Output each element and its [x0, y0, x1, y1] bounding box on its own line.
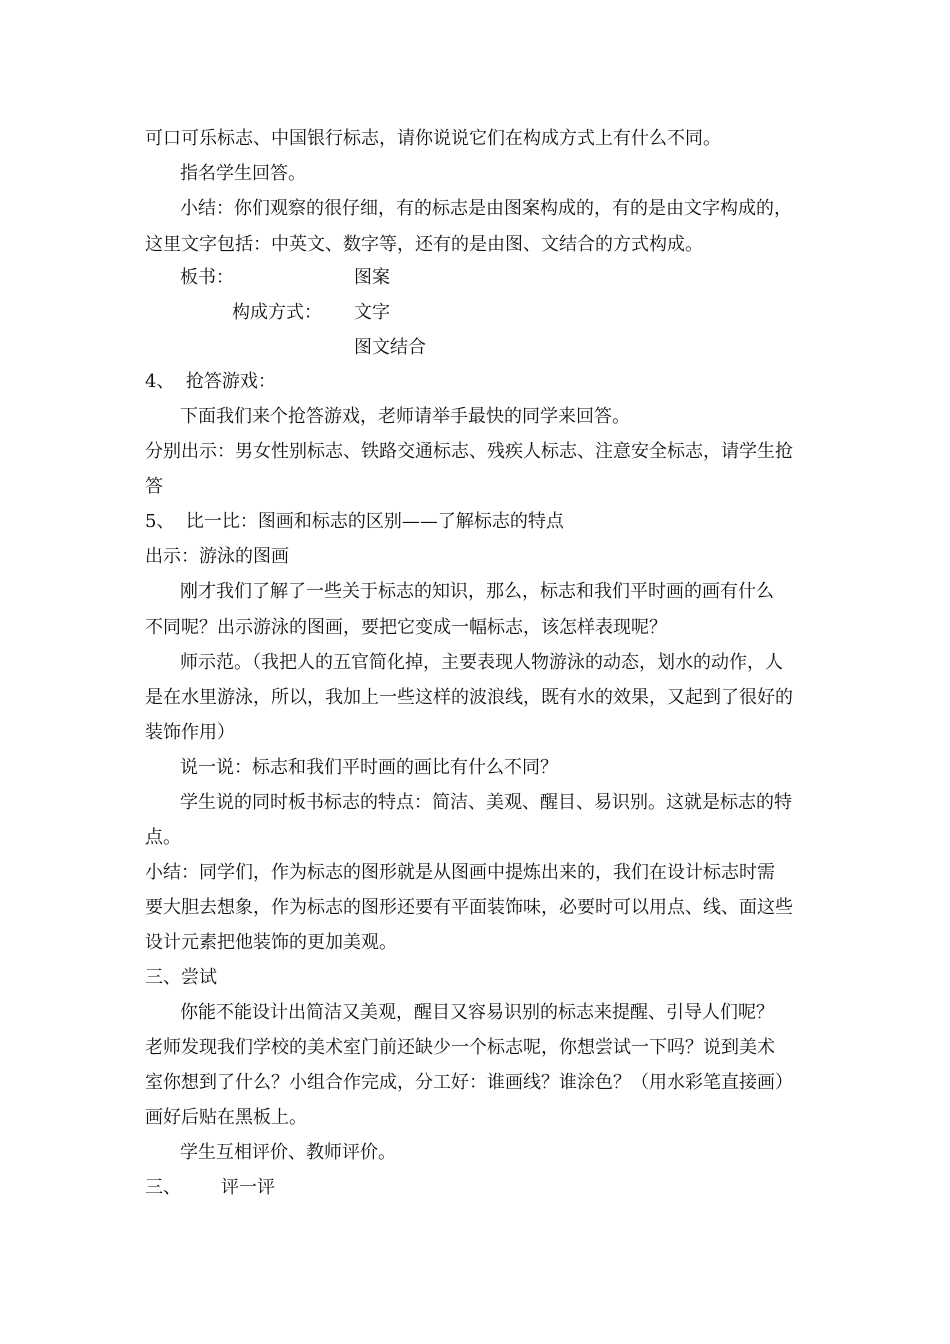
section-heading: 5、 比一比：图画和标志的区别——了解标志的特点 [145, 511, 564, 532]
paragraph-line: 画好后贴在黑板上。 [145, 1107, 307, 1128]
paragraph-line: 这里文字包括：中英文、数字等，还有的是由图、文结合的方式构成。 [145, 234, 703, 255]
paragraph-line: 刚才我们了解了一些关于标志的知识，那么，标志和我们平时画的画有什么 [180, 581, 774, 602]
section-heading: 三、 评一评 [145, 1177, 276, 1198]
paragraph-line: 出示：游泳的图画 [145, 546, 289, 567]
paragraph-line: 你能不能设计出简洁又美观，醒目又容易识别的标志来提醒、引导人们呢？ [180, 1002, 774, 1023]
paragraph-line: 要大胆去想象，作为标志的图形还要有平面装饰味，必要时可以用点、线、面这些 [145, 897, 793, 918]
paragraph-line: 设计元素把他装饰的更加美观。 [145, 932, 397, 953]
paragraph-line: 室你想到了什么？小组合作完成，分工好：谁画线？谁涂色？（用水彩笔直接画） [145, 1072, 793, 1093]
board-item: 图案 [354, 267, 390, 288]
paragraph-line: 装饰作用） [145, 722, 235, 743]
board-item: 文字 [354, 302, 390, 323]
paragraph-line: 说一说：标志和我们平时画的画比有什么不同？ [180, 757, 558, 778]
section-heading: 三、尝试 [145, 967, 217, 988]
paragraph-line: 老师发现我们学校的美术室门前还缺少一个标志呢，你想尝试一下吗？说到美术 [145, 1037, 775, 1058]
paragraph-line: 指名学生回答。 [180, 163, 306, 184]
paragraph-line: 可口可乐标志、中国银行标志，请你说说它们在构成方式上有什么不同。 [145, 128, 721, 149]
paragraph-line: 下面我们来个抢答游戏，老师请举手最快的同学来回答。 [180, 406, 630, 427]
paragraph-line: 小结：同学们，作为标志的图形就是从图画中提炼出来的，我们在设计标志时需 [145, 862, 775, 883]
paragraph-line: 学生互相评价、教师评价。 [180, 1142, 396, 1163]
paragraph-line: 不同呢？出示游泳的图画，要把它变成一幅标志，该怎样表现呢？ [145, 617, 667, 638]
board-method-label: 构成方式： [232, 302, 322, 323]
board-label: 板书： [180, 267, 234, 288]
paragraph-line: 分别出示：男女性别标志、铁路交通标志、残疾人标志、注意安全标志，请学生抢 [145, 441, 793, 462]
paragraph-line: 学生说的同时板书标志的特点：简洁、美观、醒目、易识别。这就是标志的特 [180, 792, 792, 813]
paragraph-line: 小结：你们观察的很仔细，有的标志是由图案构成的，有的是由文字构成的， [180, 198, 792, 219]
paragraph-line: 点。 [145, 827, 181, 848]
section-heading: 4、 抢答游戏： [145, 371, 276, 392]
board-item: 图文结合 [354, 337, 426, 358]
paragraph-line: 师示范。（我把人的五官简化掉，主要表现人物游泳的动态，划水的动作，人 [180, 652, 783, 673]
paragraph-line: 是在水里游泳，所以，我加上一些这样的波浪线，既有水的效果，又起到了很好的 [145, 687, 793, 708]
paragraph-line: 答 [145, 476, 163, 497]
